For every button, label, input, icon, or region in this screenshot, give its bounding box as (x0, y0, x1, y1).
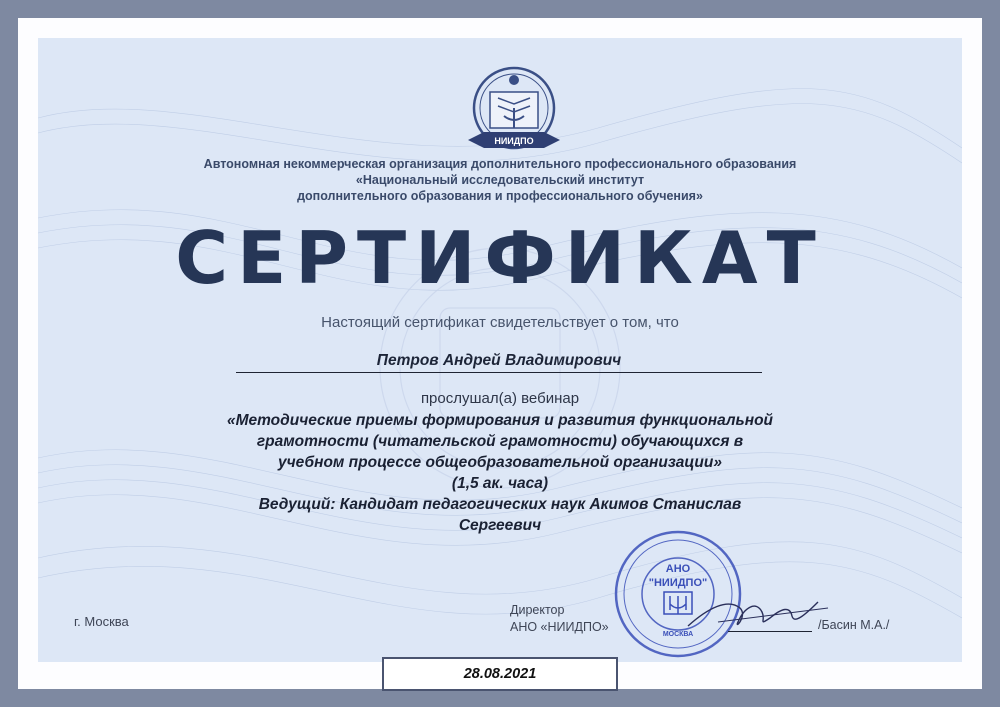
director-line-1: Директор (510, 603, 565, 617)
course-lecturer: Ведущий: Кандидат педагогических наук Акимов Станислав (258, 496, 742, 513)
course-hours: (1,5 ак. часа) (451, 475, 549, 492)
niidpo-logo-icon (454, 58, 574, 170)
signature-line (728, 631, 812, 632)
stamp-bottom-label: МОСКВА (662, 631, 694, 638)
issue-date: 28.08.2021 (382, 657, 618, 691)
certificate-body (38, 38, 962, 662)
course-lecturer: Сергеевич (458, 517, 542, 534)
course-line: учебном процессе общеобразовательной организации» (278, 454, 722, 471)
org-line-3: дополнительного образования и профессионального обучения» (297, 189, 703, 203)
course-line: грамотности (читательской грамотности) обучающихся в (256, 433, 744, 450)
recipient-name: Петров Андрей Владимирович (376, 352, 622, 369)
course-description (188, 410, 812, 536)
city: г. Москва (74, 614, 129, 629)
director-title (510, 602, 609, 636)
signature-icon (678, 578, 838, 648)
logo-label: НИИДПО (494, 136, 534, 146)
org-line-1: Автономная некоммерческая организация дополнительного профессионального образования (203, 157, 797, 171)
certificate-title: СЕРТИФИКАТ (175, 216, 825, 300)
stamp-top-label: АНО (665, 563, 691, 575)
recipient-underline (236, 372, 762, 373)
stamp-mid-label: "НИИДПО" (648, 577, 708, 589)
action-text: прослушал(а) вебинар (420, 390, 580, 407)
signer-name: /Басин М.А./ (818, 618, 890, 632)
certificate-subtitle: Настоящий сертификат свидетельствует о том, что (321, 314, 679, 331)
org-line-2: «Национальный исследовательский институт (355, 173, 645, 187)
course-line: «Методические приемы формирования и развития функциональной (226, 412, 774, 429)
director-line-2: АНО «НИИДПО» (510, 620, 609, 634)
